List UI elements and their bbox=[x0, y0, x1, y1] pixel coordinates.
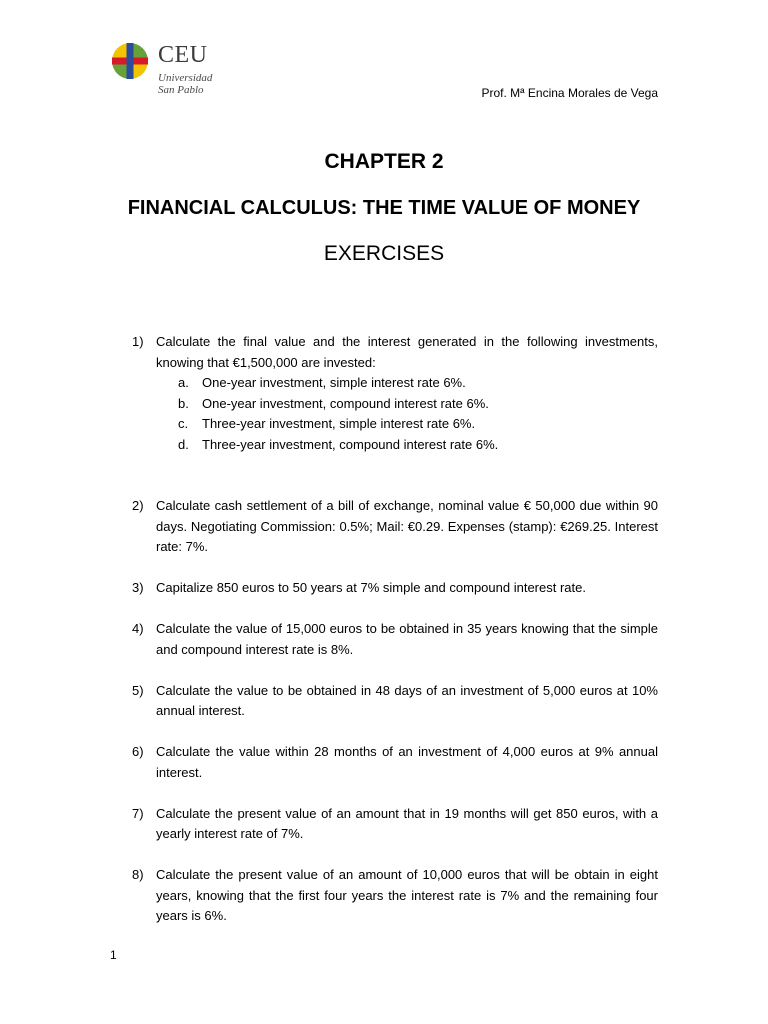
subject-title: FINANCIAL CALCULUS: THE TIME VALUE OF MONEY bbox=[127, 197, 641, 219]
exercise-item bbox=[130, 742, 658, 783]
exercise-number: 4) bbox=[132, 621, 144, 636]
logo-subtitle bbox=[158, 72, 212, 96]
exercise-item bbox=[130, 865, 658, 927]
exercise-text: Capitalize 850 euros to 50 years at 7% simple and compound interest rate. bbox=[156, 580, 586, 595]
exercise-text: Calculate the value within 28 months of an investment of 4,000 euros at 9% annual interest. bbox=[156, 744, 658, 780]
sub-item-text: One-year investment, compound interest rate 6%. bbox=[202, 395, 489, 411]
exercise-item bbox=[130, 332, 658, 455]
sub-item-letter: b. bbox=[178, 395, 189, 411]
exercise-text: Calculate cash settlement of a bill of exchange, nominal value € 50,000 due within 90 days. Negotiating Commission: 0.5%; Mail: €0.29. Expenses (stamp): €269.25. Interest rate: 7%. bbox=[156, 498, 658, 554]
sub-item-text: One-year investment, simple interest rate 6%. bbox=[202, 375, 466, 390]
exercise-text: Calculate the value of 15,000 euros to be obtained in 35 years knowing that the simple and compound interest rate is 8%. bbox=[156, 621, 658, 657]
sub-item-letter: d. bbox=[178, 436, 189, 452]
exercise-number: 3) bbox=[132, 580, 144, 595]
sub-item-letter: a. bbox=[178, 375, 189, 390]
sub-item-text: Three-year investment, simple interest rate 6%. bbox=[202, 416, 476, 431]
logo-subtitle-line1: Universidad bbox=[158, 72, 213, 84]
exercise-number: 7) bbox=[132, 805, 144, 821]
exercise-item bbox=[130, 804, 658, 845]
logo-wordmark: CEU bbox=[158, 42, 208, 68]
exercise-item bbox=[130, 619, 658, 660]
exercise-item bbox=[130, 578, 658, 599]
ceu-emblem-icon bbox=[111, 42, 149, 80]
chapter-title: CHAPTER 2 bbox=[324, 150, 444, 173]
exercise-text: Calculate the present value of an amount that in 19 months will get 850 euros, with a yearly interest rate of 7%. bbox=[156, 805, 658, 841]
logo-subtitle-line2: San Pablo bbox=[158, 84, 204, 96]
exercise-text: Calculate the final value and the interest generated in the following investments, knowing that €1,500,000 are invested: bbox=[156, 334, 658, 370]
sub-item bbox=[156, 394, 658, 415]
exercise-text: Calculate the present value of an amount of 10,000 euros that will be obtain in eight years, knowing that the first four years the interest rate is 7% and the remaining four years is 6%. bbox=[156, 867, 658, 923]
university-logo bbox=[111, 42, 231, 102]
exercise-number: 5) bbox=[132, 682, 144, 698]
sub-item bbox=[156, 373, 658, 394]
exercise-text: Calculate the value to be obtained in 48 days of an investment of 5,000 euros at 10% annual interest. bbox=[156, 682, 658, 718]
exercise-number: 2) bbox=[132, 498, 144, 513]
sub-item bbox=[156, 435, 658, 456]
section-title: EXERCISES bbox=[323, 242, 445, 265]
exercise-item bbox=[130, 681, 658, 722]
exercise-sublist bbox=[156, 373, 658, 455]
sub-item-letter: c. bbox=[178, 416, 189, 431]
exercise-number: 6) bbox=[132, 744, 144, 759]
exercise-number: 8) bbox=[132, 867, 144, 882]
author-name: Prof. Mª Encina Morales de Vega bbox=[481, 86, 658, 100]
exercise-number: 1) bbox=[132, 334, 144, 349]
sub-item-text: Three-year investment, compound interest rate 6%. bbox=[202, 436, 499, 452]
sub-item bbox=[156, 414, 658, 435]
exercise-list bbox=[130, 332, 658, 947]
exercise-item bbox=[130, 496, 658, 558]
page-number: 1 bbox=[110, 948, 117, 962]
